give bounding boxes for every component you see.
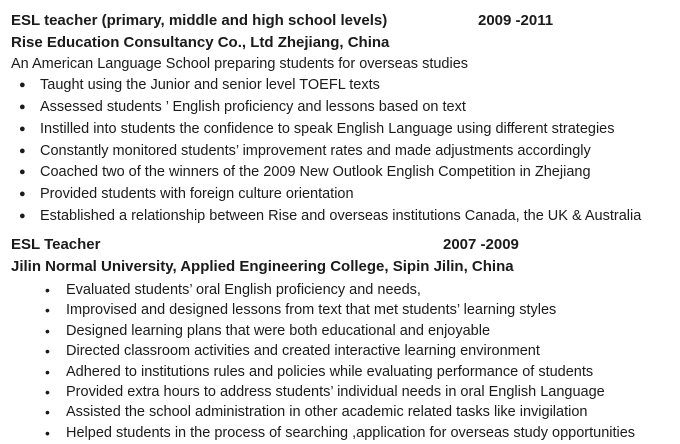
- duty-text: Assessed students ’ English proficiency and lessons based on text: [40, 99, 466, 116]
- list-item: [11, 341, 680, 361]
- bullet-icon: •: [45, 383, 50, 400]
- job-section-jilin-university: [11, 234, 680, 443]
- bullet-icon: ●: [19, 101, 26, 114]
- duty-text: Established a relationship between Rise and overseas institutions Canada, the UK & Australia: [40, 207, 642, 224]
- list-item: [11, 321, 680, 341]
- bullet-icon: ●: [19, 166, 26, 179]
- duty-text: Constantly monitored students’ improvement rates and made adjustments accordingly: [40, 142, 591, 159]
- duty-text: Adhered to institutions rules and policies while evaluating performance of students: [66, 363, 594, 380]
- job-company: Jilin Normal University, Applied Engineering College, Sipin Jilin, China: [11, 258, 514, 276]
- bullet-icon: ●: [19, 187, 26, 200]
- list-item: [11, 119, 680, 141]
- job-company: Rise Education Consultancy Co., Ltd Zhejiang, China: [11, 33, 390, 51]
- job-dates: 2009 -2011: [478, 12, 554, 29]
- duty-text: Taught using the Junior and senior level TOEFL texts: [40, 77, 380, 94]
- list-item: [11, 141, 680, 163]
- bullet-icon: •: [45, 343, 50, 360]
- duty-text: Helped students in the process of searching ,application for overseas study opportunities: [66, 424, 636, 441]
- job-description: An American Language School preparing students for overseas studies: [11, 55, 469, 72]
- duty-text: Coached two of the winners of the 2009 New Outlook English Competition in Zhejiang: [40, 164, 591, 181]
- bullet-icon: •: [45, 322, 50, 339]
- bullet-icon: •: [45, 281, 50, 298]
- list-item: [11, 184, 680, 206]
- list-item: [11, 75, 680, 97]
- job-duties-list: [11, 75, 680, 227]
- list-item: [11, 97, 680, 119]
- duty-text: Improvised and designed lessons from text that met students’ learning styles: [66, 302, 557, 319]
- list-item: [11, 162, 680, 184]
- list-item: [11, 300, 680, 320]
- bullet-icon: ●: [19, 144, 26, 157]
- duty-text: Evaluated students’ oral English proficiency and needs,: [66, 281, 421, 298]
- duty-text: Directed classroom activities and created interactive learning environment: [66, 343, 540, 360]
- bullet-icon: •: [45, 363, 50, 380]
- duty-text: Provided students with foreign culture orientation: [40, 185, 354, 202]
- list-item: [11, 402, 680, 422]
- list-item: [11, 362, 680, 382]
- duty-text: Assisted the school administration in other academic related tasks like invigilation: [66, 404, 588, 421]
- bullet-icon: •: [45, 424, 50, 441]
- bullet-icon: ●: [19, 209, 26, 222]
- bullet-icon: •: [45, 302, 50, 319]
- job-duties-list: [11, 280, 680, 443]
- duty-text: Provided extra hours to address students’ individual needs in oral English Language: [66, 383, 605, 400]
- list-item: [11, 382, 680, 402]
- job-header: [11, 234, 680, 256]
- job-dates: 2007 -2009: [443, 236, 519, 254]
- duty-text: Designed learning plans that were both educational and enjoyable: [66, 322, 491, 339]
- job-title: ESL teacher (primary, middle and high school levels): [11, 12, 388, 29]
- job-section-rise-education: [11, 10, 680, 227]
- list-item: [11, 206, 680, 228]
- duty-text: Instilled into students the confidence to speak English Language using different strategies: [40, 120, 615, 137]
- bullet-icon: ●: [19, 122, 26, 135]
- job-title: ESL Teacher: [11, 236, 101, 254]
- bullet-icon: ●: [19, 79, 26, 92]
- list-item: [11, 280, 680, 300]
- list-item: [11, 423, 680, 443]
- job-header: [11, 10, 680, 32]
- bullet-icon: •: [45, 404, 50, 421]
